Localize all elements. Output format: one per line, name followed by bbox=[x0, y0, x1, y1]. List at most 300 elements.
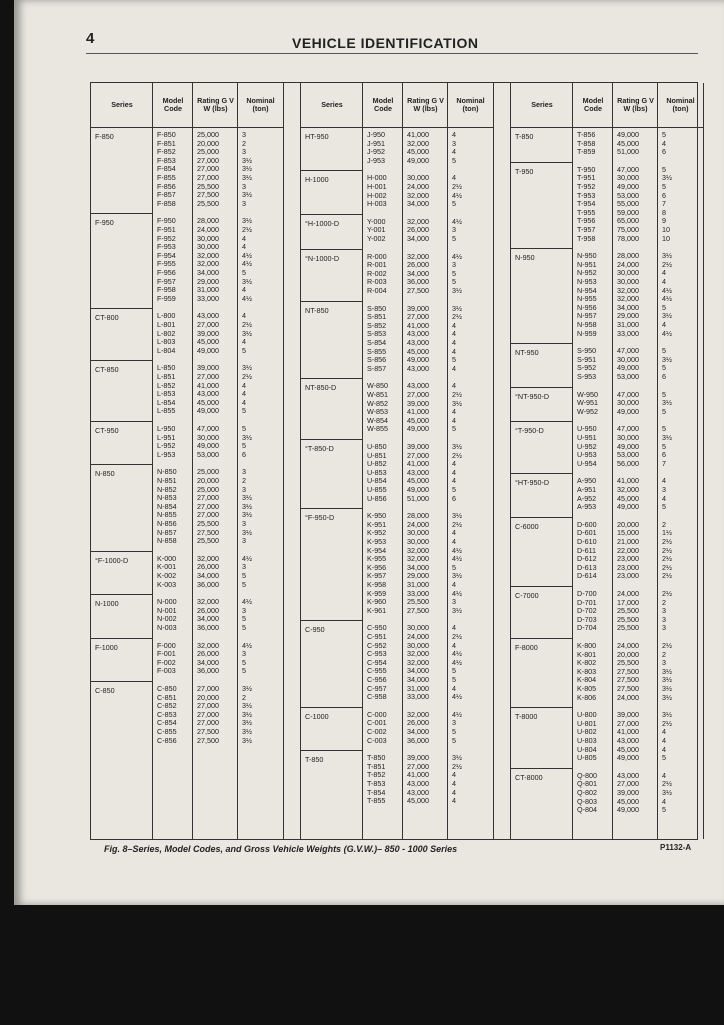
gvw-rating: 32,000 bbox=[407, 138, 429, 148]
nominal-ton-list bbox=[452, 711, 462, 745]
model-code: T-853 bbox=[367, 778, 386, 788]
model-code: F-858 bbox=[157, 198, 176, 208]
model-code: K-001 bbox=[157, 562, 177, 572]
series-name: N-950 bbox=[515, 253, 535, 263]
model-code: W-952 bbox=[577, 406, 599, 416]
gvw-rating: 41,000 bbox=[407, 770, 429, 780]
title-rule bbox=[86, 53, 698, 54]
model-code: F-001 bbox=[157, 649, 176, 659]
gvw-rating: 41,000 bbox=[407, 407, 429, 417]
gvw-rating: 27,000 bbox=[197, 701, 219, 711]
nominal-ton: 3½ bbox=[242, 164, 252, 174]
gvw-rating: 39,000 bbox=[197, 328, 219, 338]
series-name: C-6000 bbox=[515, 521, 539, 531]
model-code: F-957 bbox=[157, 276, 176, 286]
gvw-rating-list bbox=[617, 711, 639, 763]
model-code: S-850 bbox=[367, 303, 387, 313]
series-name: N-850 bbox=[95, 469, 115, 479]
nominal-ton: 5 bbox=[662, 363, 666, 373]
gvw-rating: 53,000 bbox=[197, 449, 219, 459]
nominal-ton: 4½ bbox=[242, 597, 252, 607]
nominal-ton: 4½ bbox=[662, 285, 672, 295]
page-number: 4 bbox=[86, 30, 95, 47]
gvw-rating: 30,000 bbox=[407, 623, 429, 633]
gvw-rating: 47,000 bbox=[617, 424, 639, 434]
model-code: F-853 bbox=[157, 155, 176, 165]
series-block bbox=[91, 127, 153, 214]
model-code: H-002 bbox=[367, 190, 387, 200]
nominal-ton: 5 bbox=[242, 345, 246, 355]
gvw-rating: 36,000 bbox=[197, 622, 219, 632]
model-code: K-951 bbox=[367, 519, 387, 529]
nominal-ton-list bbox=[662, 590, 672, 633]
model-code: F-850 bbox=[157, 130, 176, 139]
model-code: D-701 bbox=[577, 597, 597, 607]
model-code: L-802 bbox=[157, 328, 176, 338]
gvw-rating-list bbox=[407, 218, 429, 244]
model-code-list bbox=[577, 477, 596, 511]
model-code: Q-801 bbox=[577, 779, 597, 789]
gvw-rating: 20,000 bbox=[197, 475, 219, 485]
model-code: K-003 bbox=[157, 579, 177, 589]
gvw-rating: 24,000 bbox=[617, 259, 639, 269]
nominal-ton: 5 bbox=[662, 441, 666, 451]
model-code-header: Model Code bbox=[582, 96, 604, 113]
model-code: U-854 bbox=[367, 476, 387, 486]
gvw-rating: 27,000 bbox=[197, 493, 219, 503]
model-code: D-601 bbox=[577, 528, 597, 538]
nominal-ton: 4½ bbox=[242, 553, 252, 563]
model-code: U-951 bbox=[577, 432, 597, 442]
nominal-ton: 3 bbox=[242, 562, 246, 572]
series-name: C-850 bbox=[95, 686, 115, 695]
gvw-rating: 27,000 bbox=[197, 155, 219, 165]
model-code: C-853 bbox=[157, 709, 177, 719]
nominal-ton: 3½ bbox=[242, 328, 252, 338]
series-name: CT-8000 bbox=[515, 772, 543, 782]
nominal-ton: 4 bbox=[452, 787, 456, 797]
gvw-rating: 24,000 bbox=[617, 692, 639, 702]
nominal-ton: 6 bbox=[662, 190, 666, 200]
gvw-rating: 53,000 bbox=[617, 371, 639, 381]
gvw-rating: 49,000 bbox=[617, 441, 639, 451]
gvw-rating: 24,000 bbox=[617, 589, 639, 598]
model-code: N-855 bbox=[157, 510, 177, 520]
nominal-ton: 2½ bbox=[662, 641, 672, 650]
model-code: K-952 bbox=[367, 528, 387, 538]
model-code: C-958 bbox=[367, 692, 387, 702]
gvw-rating-list bbox=[617, 166, 639, 243]
series-group bbox=[511, 83, 704, 839]
gvw-rating: 26,000 bbox=[407, 718, 429, 728]
nominal-ton: 5 bbox=[242, 570, 246, 580]
model-code: N-952 bbox=[577, 268, 597, 278]
page-title: VEHICLE IDENTIFICATION bbox=[292, 35, 479, 51]
model-code: C-954 bbox=[367, 657, 387, 667]
model-code: N-959 bbox=[577, 328, 597, 338]
nominal-ton: 3 bbox=[242, 536, 246, 546]
gvw-rating: 34,000 bbox=[407, 233, 429, 243]
gvw-rating: 55,000 bbox=[617, 199, 639, 209]
gvw-rating: 78,000 bbox=[617, 233, 639, 243]
model-code: N-957 bbox=[577, 311, 597, 321]
model-code-list bbox=[367, 624, 387, 701]
gvw-rating-list bbox=[197, 555, 219, 589]
gvw-rating: 49,000 bbox=[617, 406, 639, 416]
gvw-rating: 23,000 bbox=[617, 554, 639, 564]
model-code: U-852 bbox=[367, 459, 387, 469]
nominal-ton: 2½ bbox=[662, 718, 672, 728]
gvw-rating: 43,000 bbox=[407, 778, 429, 788]
model-code: J-951 bbox=[367, 138, 385, 148]
gvw-rating: 32,000 bbox=[617, 484, 639, 494]
gvw-rating: 20,000 bbox=[197, 138, 219, 148]
nominal-ton-list bbox=[662, 347, 672, 381]
nominal-ton: 5 bbox=[452, 268, 456, 278]
model-code: C-950 bbox=[367, 623, 387, 633]
gvw-rating: 32,000 bbox=[407, 190, 429, 200]
model-code: D-704 bbox=[577, 623, 597, 633]
model-code: D-702 bbox=[577, 606, 597, 616]
gvw-rating: 49,000 bbox=[407, 155, 429, 165]
model-code: T-950 bbox=[577, 164, 596, 174]
gvw-rating: 25,000 bbox=[197, 147, 219, 157]
model-code-list bbox=[157, 312, 175, 355]
gvw-rating: 34,000 bbox=[407, 666, 429, 676]
nominal-ton: 4 bbox=[452, 459, 456, 469]
model-code-list bbox=[577, 166, 595, 243]
gvw-rating: 39,000 bbox=[407, 398, 429, 408]
gvw-rating-list bbox=[197, 468, 219, 545]
gvw-rating: 45,000 bbox=[617, 796, 639, 806]
nominal-ton: 5 bbox=[242, 406, 246, 416]
gvw-rating: 25,000 bbox=[197, 484, 219, 494]
model-code: K-954 bbox=[367, 545, 387, 555]
model-code: H-003 bbox=[367, 199, 387, 209]
nominal-ton: 3½ bbox=[242, 432, 252, 442]
model-code-list bbox=[157, 598, 177, 632]
nominal-ton-list bbox=[662, 477, 666, 511]
gvw-rating-list bbox=[407, 253, 429, 296]
nominal-ton: 3 bbox=[452, 597, 456, 607]
nominal-ton: 9 bbox=[662, 216, 666, 226]
nominal-ton-list bbox=[662, 711, 672, 763]
nominal-ton: 3½ bbox=[242, 701, 252, 711]
gvw-rating: 32,000 bbox=[617, 285, 639, 295]
gvw-rating: 49,000 bbox=[407, 355, 429, 365]
nominal-ton: 3½ bbox=[662, 432, 672, 442]
gvw-rating: 27,000 bbox=[197, 709, 219, 719]
gvw-rating: 25,500 bbox=[407, 597, 429, 607]
gvw-rating: 45,000 bbox=[197, 337, 219, 347]
series-header: Series bbox=[531, 100, 553, 109]
model-code: Q-804 bbox=[577, 805, 597, 815]
nominal-ton: 2½ bbox=[452, 761, 462, 771]
gvw-rating: 49,000 bbox=[617, 502, 639, 512]
nominal-ton: 5 bbox=[452, 233, 456, 243]
gvw-rating: 28,000 bbox=[407, 511, 429, 521]
nominal-ton: 3½ bbox=[662, 251, 672, 261]
nominal-ton: 10 bbox=[662, 233, 670, 243]
series-block bbox=[511, 248, 573, 344]
gvw-rating: 45,000 bbox=[617, 138, 639, 148]
nominal-ton-list bbox=[452, 218, 462, 244]
gvw-rating: 43,000 bbox=[407, 381, 429, 391]
model-code: D-612 bbox=[577, 554, 597, 564]
nominal-ton: 5 bbox=[662, 164, 666, 174]
model-code: J-953 bbox=[367, 155, 385, 165]
gvw-rating: 34,000 bbox=[197, 657, 219, 667]
model-code: C-000 bbox=[367, 709, 387, 719]
series-name: °HT-950-D bbox=[515, 478, 550, 488]
model-code: W-852 bbox=[367, 398, 389, 408]
model-code: F-854 bbox=[157, 164, 176, 174]
model-code-list bbox=[157, 131, 176, 208]
series-name: T-850 bbox=[515, 132, 534, 141]
nominal-ton-list bbox=[662, 642, 672, 702]
gvw-rating-list bbox=[197, 642, 219, 676]
nominal-ton: 5 bbox=[452, 735, 456, 745]
model-code: R-002 bbox=[367, 268, 387, 278]
series-name: °F-950-D bbox=[305, 513, 335, 523]
nominal-ton: 4½ bbox=[452, 709, 462, 719]
gvw-rating-list bbox=[407, 711, 429, 745]
nominal-ton: 4 bbox=[452, 796, 456, 806]
model-code: S-952 bbox=[577, 363, 597, 373]
gvw-rating: 49,000 bbox=[617, 130, 639, 139]
model-code: K-803 bbox=[577, 666, 597, 676]
gvw-rating: 32,000 bbox=[197, 553, 219, 563]
gvw-rating-list bbox=[617, 772, 639, 815]
nominal-ton: 4 bbox=[662, 796, 666, 806]
gvw-rating: 47,000 bbox=[617, 346, 639, 356]
nominal-ton: 2½ bbox=[452, 631, 462, 641]
model-code: W-853 bbox=[367, 407, 389, 417]
gvw-rating: 30,000 bbox=[407, 528, 429, 538]
nominal-ton-list bbox=[242, 685, 252, 745]
nominal-ton: 3½ bbox=[662, 666, 672, 676]
gvw-rating: 30,000 bbox=[197, 242, 219, 252]
gvw-rating: 43,000 bbox=[407, 337, 429, 347]
model-code: L-851 bbox=[157, 371, 176, 381]
model-code: K-953 bbox=[367, 536, 387, 546]
model-code: C-957 bbox=[367, 683, 387, 693]
gvw-rating: 47,000 bbox=[617, 164, 639, 174]
gvw-rating: 33,000 bbox=[407, 692, 429, 702]
model-code: W-950 bbox=[577, 389, 599, 399]
gvw-rating: 47,000 bbox=[197, 424, 219, 433]
gvw-rating: 25,500 bbox=[197, 181, 219, 191]
nominal-ton: 4 bbox=[242, 389, 246, 399]
nominal-ton: 4 bbox=[452, 640, 456, 650]
model-code: F-954 bbox=[157, 250, 176, 260]
gvw-rating: 34,000 bbox=[197, 614, 219, 624]
nominal-ton: 3½ bbox=[242, 709, 252, 719]
nominal-ton: 2½ bbox=[662, 589, 672, 598]
model-code: K-801 bbox=[577, 649, 597, 659]
nominal-ton: 1½ bbox=[662, 528, 672, 538]
model-code: N-854 bbox=[157, 501, 177, 511]
gvw-rating: 21,000 bbox=[617, 536, 639, 546]
nominal-ton: 3½ bbox=[452, 398, 462, 408]
model-code: U-801 bbox=[577, 718, 597, 728]
model-code: F-003 bbox=[157, 666, 176, 676]
series-block bbox=[301, 707, 363, 751]
series-name: T-950 bbox=[515, 166, 534, 176]
nominal-ton: 2½ bbox=[662, 779, 672, 789]
nominal-ton: 3 bbox=[242, 605, 246, 615]
model-code-list bbox=[367, 512, 386, 615]
nominal-ton: 7 bbox=[662, 458, 666, 468]
model-code: C-955 bbox=[367, 666, 387, 676]
model-code: U-805 bbox=[577, 753, 597, 763]
nominal-ton: 3 bbox=[242, 130, 246, 139]
model-code: R-004 bbox=[367, 285, 387, 295]
nominal-ton-list bbox=[242, 468, 252, 545]
nominal-ton: 5 bbox=[452, 277, 456, 287]
model-code: L-950 bbox=[157, 424, 176, 433]
gvw-rating: 45,000 bbox=[407, 147, 429, 157]
series-name: F-1000 bbox=[95, 642, 118, 652]
gvw-rating: 43,000 bbox=[617, 735, 639, 745]
nominal-ton: 6 bbox=[452, 493, 456, 503]
nominal-ton: 3½ bbox=[452, 511, 462, 521]
model-code: L-804 bbox=[157, 345, 176, 355]
gvw-rating: 30,000 bbox=[197, 233, 219, 243]
nominal-ton-list bbox=[452, 443, 462, 503]
gvw-rating: 27,000 bbox=[407, 312, 429, 322]
series-name: °N-1000-D bbox=[305, 253, 340, 263]
gvw-rating: 32,000 bbox=[407, 216, 429, 226]
figure-caption: Fig. 8–Series, Model Codes, and Gross Vehicle Weights (G.V.W.)– 850 - 1000 Series bbox=[104, 844, 458, 854]
gvw-rating: 33,000 bbox=[197, 293, 219, 303]
nominal-ton-list bbox=[452, 305, 462, 374]
series-name: °T-850-D bbox=[305, 444, 334, 453]
nominal-ton: 4 bbox=[452, 415, 456, 425]
model-code: W-850 bbox=[367, 381, 389, 391]
nominal-ton: 5 bbox=[242, 441, 246, 451]
model-code-list bbox=[157, 364, 175, 416]
gvw-rating: 30,000 bbox=[617, 398, 639, 408]
model-code: C-956 bbox=[367, 674, 387, 684]
nominal-ton: 2½ bbox=[662, 259, 672, 269]
model-code-list bbox=[157, 555, 176, 589]
nominal-ton-list bbox=[242, 642, 252, 676]
nominal-ton: 3½ bbox=[662, 398, 672, 408]
nominal-ton: 6 bbox=[662, 147, 666, 157]
model-code: F-953 bbox=[157, 242, 176, 252]
nominal-ton: 4½ bbox=[242, 250, 252, 260]
model-code: N-954 bbox=[577, 285, 597, 295]
nominal-ton: 4 bbox=[662, 476, 666, 486]
nominal-ton: 2½ bbox=[242, 319, 252, 329]
nominal-ton: 4 bbox=[452, 337, 456, 347]
model-code: S-950 bbox=[577, 346, 597, 356]
series-block bbox=[91, 551, 153, 595]
series-name: CT-950 bbox=[95, 426, 119, 435]
model-code-list bbox=[577, 131, 595, 157]
gvw-rating: 30,000 bbox=[407, 173, 429, 183]
model-code: C-856 bbox=[157, 735, 177, 745]
nominal-ton: 4½ bbox=[242, 640, 252, 650]
nominal-ton: 4½ bbox=[662, 328, 672, 338]
gvw-rating: 20,000 bbox=[617, 519, 639, 529]
nominal-ton: 4½ bbox=[452, 692, 462, 702]
gvw-rating: 39,000 bbox=[617, 710, 639, 720]
series-name: NT-850-D bbox=[305, 383, 337, 393]
reference-code: P1132-A bbox=[660, 843, 692, 852]
gvw-rating: 30,000 bbox=[407, 536, 429, 546]
model-code: R-000 bbox=[367, 251, 387, 261]
series-block bbox=[511, 517, 573, 587]
gvw-rating: 25,500 bbox=[197, 198, 219, 208]
vehicle-table bbox=[90, 82, 698, 840]
gvw-rating: 17,000 bbox=[617, 597, 639, 607]
model-code-list bbox=[577, 521, 597, 581]
nominal-ton: 2 bbox=[242, 475, 246, 485]
gvw-rating: 49,000 bbox=[407, 484, 429, 494]
model-code: K-804 bbox=[577, 675, 597, 685]
gvw-rating: 43,000 bbox=[407, 363, 429, 373]
model-code: N-852 bbox=[157, 484, 177, 494]
model-code: F-857 bbox=[157, 190, 176, 200]
gvw-rating-list bbox=[617, 642, 639, 702]
gvw-rating: 30,000 bbox=[407, 640, 429, 650]
gvw-rating: 32,000 bbox=[617, 294, 639, 304]
nominal-ton-list bbox=[452, 253, 462, 296]
series-name: °H-1000-D bbox=[305, 218, 340, 228]
model-code: F-952 bbox=[157, 233, 176, 243]
nominal-ton: 3½ bbox=[452, 285, 462, 295]
nominal-ton-list bbox=[242, 217, 252, 303]
nominal-ton: 3½ bbox=[242, 190, 252, 200]
nominal-ton: 3 bbox=[662, 484, 666, 494]
nominal-ton: 2½ bbox=[242, 224, 252, 234]
model-code-list bbox=[367, 253, 387, 296]
gvw-rating: 26,000 bbox=[197, 562, 219, 572]
nominal-ton-list bbox=[662, 166, 672, 243]
nominal-ton: 4 bbox=[662, 744, 666, 754]
series-block bbox=[91, 360, 153, 422]
nominal-ton-header: Nominal (ton) bbox=[456, 96, 485, 113]
nominal-ton: 4½ bbox=[452, 554, 462, 564]
gvw-rating-list bbox=[407, 131, 429, 165]
model-code: S-951 bbox=[577, 354, 597, 364]
model-code: K-802 bbox=[577, 658, 597, 668]
model-code: N-858 bbox=[157, 536, 177, 546]
gvw-rating: 43,000 bbox=[407, 467, 429, 477]
series-block bbox=[301, 378, 363, 440]
gvw-rating: 27,000 bbox=[197, 510, 219, 520]
model-code: U-800 bbox=[577, 710, 597, 720]
gvw-rating: 32,000 bbox=[407, 709, 429, 719]
model-code: D-613 bbox=[577, 562, 597, 572]
manual-page bbox=[14, 0, 724, 905]
gvw-rating: 36,000 bbox=[407, 735, 429, 745]
series-block bbox=[91, 421, 153, 465]
series-block bbox=[301, 620, 363, 707]
series-name: F-8000 bbox=[515, 643, 538, 652]
model-code: C-952 bbox=[367, 640, 387, 650]
gvw-rating: 25,500 bbox=[617, 606, 639, 616]
model-code-list bbox=[157, 468, 177, 545]
nominal-ton: 5 bbox=[452, 562, 456, 572]
gvw-rating: 51,000 bbox=[407, 493, 429, 503]
nominal-ton: 2 bbox=[662, 519, 666, 529]
gvw-rating: 32,000 bbox=[407, 545, 429, 555]
gvw-rating: 32,000 bbox=[407, 251, 429, 261]
model-code: F-955 bbox=[157, 259, 176, 269]
